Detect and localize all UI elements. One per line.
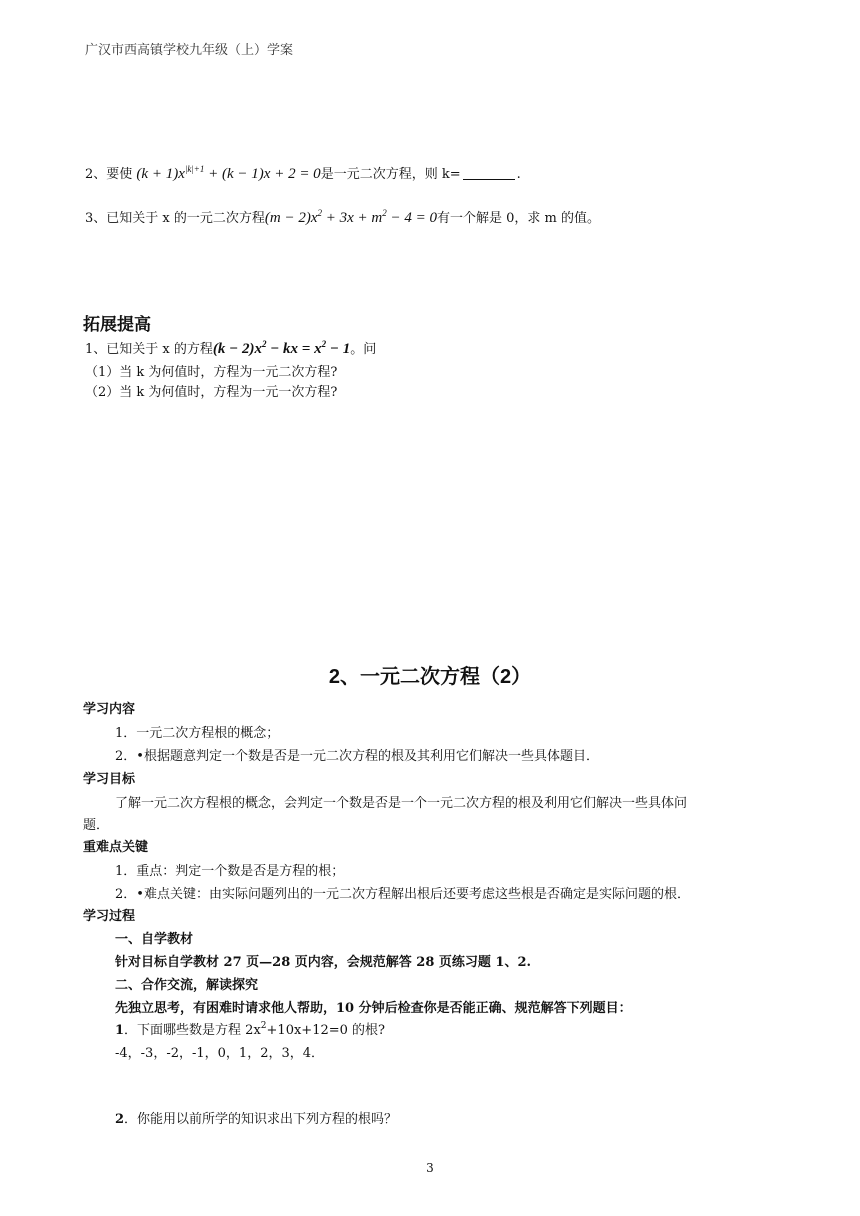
problem-1: 1．下面哪些数是方程 $2x^2+10x+12=0$ 的根? [115, 1021, 385, 1038]
content-item-2: 2．•根据题意判定一个数是否是一元二次方程的根及其利用它们解决一些具体题目． [115, 749, 599, 764]
content-heading: 学习内容 [83, 702, 136, 717]
extension-sub-1: （1）当 k 为何值时，方程为一元二次方程? [85, 365, 338, 380]
extension-question-1: 1、已知关于 x 的方程$(k - 2)x^2$ − kx = $x^2 - 1$。问 [85, 339, 377, 357]
section-title: 2、一元二次方程（2） [328, 666, 532, 688]
self-study-text: 针对目标自学教材 27 页—28 页内容，会规范解答 28 页练习题 1、2. [115, 955, 532, 970]
answer-blank[interactable] [463, 167, 515, 180]
page-header: 广汉市西高镇学校九年级（上）学案 [85, 43, 294, 58]
content-item-1: 1．一元二次方程根的概念； [115, 726, 280, 741]
goal-line-1: 了解一元二次方程根的概念，会判定一个数是否是一个一元二次方程的根及利用它们解决一些具体问 [115, 796, 688, 811]
question-2-mid: 是一元二次方程，则 k= [320, 167, 461, 182]
question-2-suffix: . [516, 167, 521, 182]
extension-equation: $(k - 2)x^2$ − kx = $x^2 - 1$ [212, 339, 351, 357]
self-study-heading: 一、自学教材 [115, 932, 194, 947]
question-2-equation: $(k + 1)x^{|k|+1} + (k - 1)x + 2 = 0$ [136, 164, 321, 182]
goal-heading: 学习目标 [83, 772, 136, 787]
extension-sub-2: （2）当 k 为何值时，方程为一元一次方程? [85, 385, 338, 400]
question-3-equation: $(m - 2)x^2 + 3x + m^2 - 4 = 0$ [264, 208, 437, 226]
problem-1-values: -4，-3，-2，-1，0，1，2，3，4． [115, 1046, 325, 1061]
key-item-2: 2．•难点关键：由实际问题列出的一元二次方程解出根后还要考虑这些根是否确定是实际问题的根． [115, 887, 690, 902]
page-number: 3 [426, 1161, 434, 1175]
extension-heading: 拓展提高 [83, 315, 151, 334]
key-heading: 重难点关键 [83, 840, 149, 855]
coop-heading: 二、合作交流，解读探究 [115, 978, 259, 993]
coop-text: 先独立思考，有困难时请求他人帮助，10 分钟后检查你是否能正确、规范解答下列题目： [115, 1001, 632, 1016]
question-3-prefix: 3、已知关于 x 的一元二次方程 [85, 211, 265, 226]
question-3-suffix: 有一个解是 0，求 m 的值。 [436, 211, 600, 226]
problem-2: 2．你能用以前所学的知识求出下列方程的根吗？ [115, 1112, 398, 1127]
process-heading: 学习过程 [83, 909, 136, 924]
question-3 [85, 207, 600, 227]
key-item-1: 1．重点：判定一个数是否是方程的根； [115, 864, 345, 879]
question-2-prefix: 2、要使 [85, 167, 133, 182]
goal-line-2: 题． [83, 818, 110, 833]
question-2 [85, 163, 521, 183]
